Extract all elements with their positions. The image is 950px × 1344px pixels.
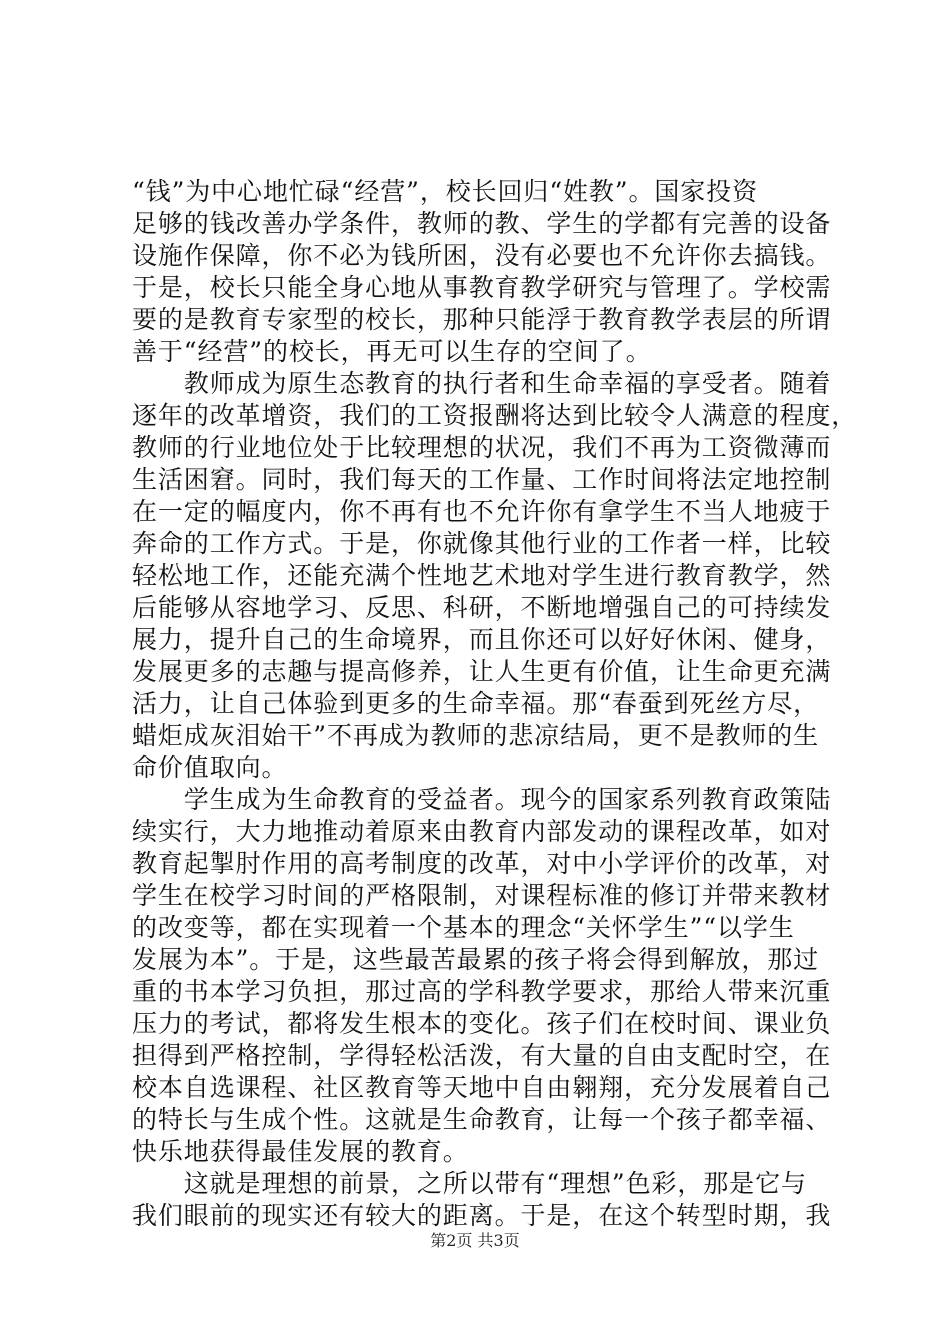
text-line: 我们眼前的现实还有较大的距离。于是，在这个转型时期，我: [132, 1201, 832, 1230]
text-line: 命价值取向。: [132, 753, 288, 782]
text-line: 重的书本学习负担，那过高的学科教学要求，那给人带来沉重: [132, 977, 832, 1006]
text-line: 发展为本”。于是，这些最苦最累的孩子将会得到解放，那过: [132, 945, 820, 974]
text-line: 教师的行业地位处于比较理想的状况，我们不再为工资微薄而: [132, 433, 832, 462]
text-line: 生活困窘。同时，我们每天的工作量、工作时间将法定地控制: [132, 465, 832, 494]
text-line: 善于“经营”的校长，再无可以生存的空间了。: [132, 337, 652, 366]
text-line: 后能够从容地学习、反思、科研，不断地增强自己的可持续发: [132, 593, 832, 622]
text-line: 的改变等，都在实现着一个基本的理念“关怀学生”“以学生: [132, 913, 795, 942]
text-line: 蜡炬成灰泪始干”不再成为教师的悲凉结局，更不是教师的生: [132, 721, 820, 750]
page-number-footer: 第2页 共3页: [430, 1231, 520, 1250]
text-line: 活力，让自己体验到更多的生命幸福。那“春蚕到死丝方尽，: [132, 689, 820, 718]
text-line: 教师成为原生态教育的执行者和生命幸福的享受者。随着: [132, 369, 832, 398]
text-line: 快乐地获得最佳发展的教育。: [132, 1137, 469, 1166]
text-line: “钱”为中心地忙碌“经营”，校长回归“姓教”。国家投资: [132, 177, 758, 206]
text-line: 在一定的幅度内，你不再有也不允许你有拿学生不当人地疲于: [132, 497, 832, 526]
text-line: 担得到严格控制，学得轻松活泼，有大量的自由支配时空，在: [132, 1041, 832, 1070]
text-line: 的特长与生成个性。这就是生命教育，让每一个孩子都幸福、: [132, 1105, 832, 1134]
text-line: 学生在校学习时间的严格限制，对课程标准的修订并带来教材: [132, 881, 832, 910]
text-line: 这就是理想的前景，之所以带有“理想”色彩，那是它与: [132, 1169, 807, 1198]
text-line: 展力，提升自己的生命境界，而且你还可以好好休闲、健身，: [132, 625, 832, 654]
text-line: 轻松地工作，还能充满个性地艺术地对学生进行教育教学，然: [132, 561, 832, 590]
text-line: 要的是教育专家型的校长，那种只能浮于教育教学表层的所谓: [132, 305, 832, 334]
text-line: 设施作保障，你不必为钱所困，没有必要也不允许你去搞钱。: [132, 241, 832, 270]
text-line: 校本自选课程、社区教育等天地中自由翱翔，充分发展着自己: [132, 1073, 832, 1102]
text-line: 发展更多的志趣与提高修养，让人生更有价值，让生命更充满: [132, 657, 832, 686]
text-line: 压力的考试，都将发生根本的变化。孩子们在校时间、课业负: [132, 1009, 832, 1038]
text-line: 逐年的改革增资，我们的工资报酬将达到比较令人满意的程度，: [132, 401, 858, 430]
text-line: 于是，校长只能全身心地从事教育教学研究与管理了。学校需: [132, 273, 832, 302]
body-text: [132, 176, 858, 1232]
text-line: 续实行，大力地推动着原来由教育内部发动的课程改革，如对: [132, 817, 832, 846]
text-line: 教育起掣肘作用的高考制度的改革，对中小学评价的改革，对: [132, 849, 832, 878]
text-line: 足够的钱改善办学条件，教师的教、学生的学都有完善的设备: [132, 209, 832, 238]
text-line: 学生成为生命教育的受益者。现今的国家系列教育政策陆: [132, 785, 832, 814]
text-line: 奔命的工作方式。于是，你就像其他行业的工作者一样，比较: [132, 529, 832, 558]
